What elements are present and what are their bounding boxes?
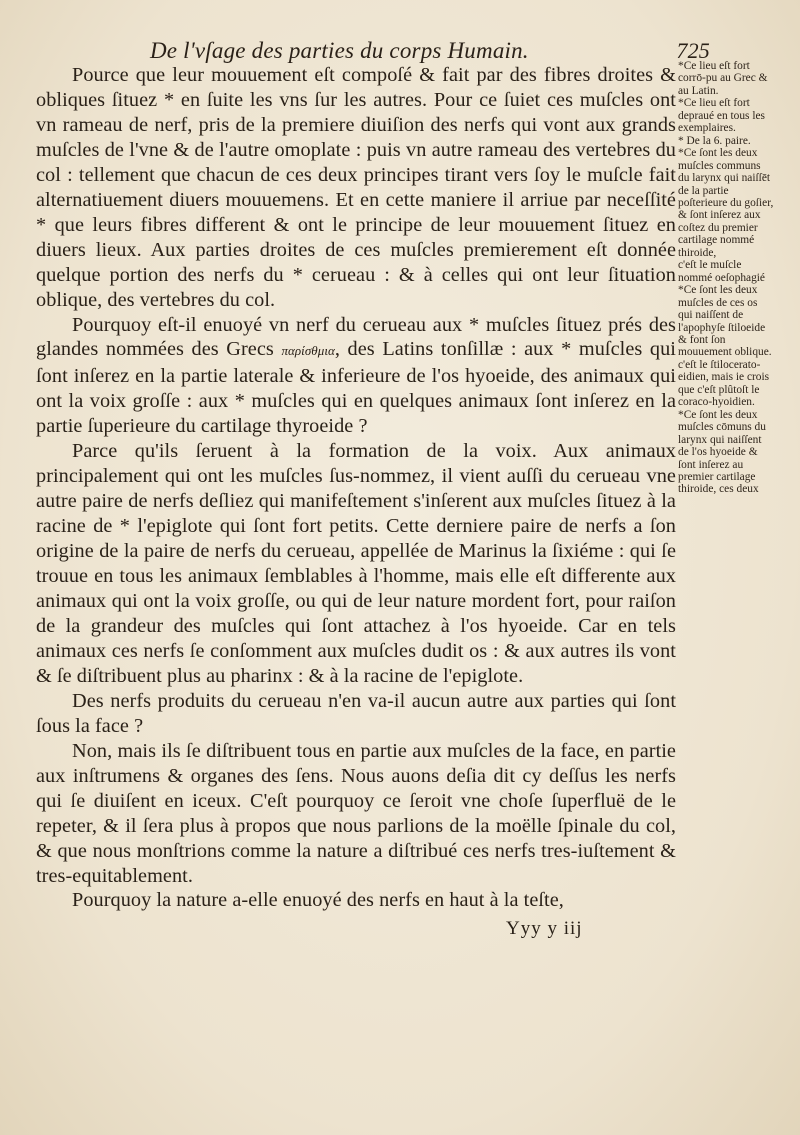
paragraph-6: Pourquoy la nature a-elle enuoyé des nerfs en haut à la teſte, — [72, 889, 564, 912]
signature-mark: Yyy y iij — [506, 918, 583, 940]
margin-note: *Ce ſont les deux muſcles communs du larynx qui naiſſēt de la partie poſterieure du goſier, & ſont inſerez aux coſtez du premier cartilage nommé thiroide, — [678, 147, 774, 259]
margin-note: *Ce ſont les deux muſcles cōmuns du larynx qui naiſſent de l'os hyoeide & ſont inſerez au premier cartilage thiroide, ces deux — [678, 408, 766, 496]
margin-note: * De la 6. paire. — [678, 134, 751, 147]
running-title: De l'vſage des parties du corps Humain. — [150, 38, 529, 63]
margin-note: c'eſt le muſcle nommé oeſophagié — [678, 259, 765, 284]
paragraph-2 — [36, 313, 676, 440]
paragraph-2-text-a: Pourquoy eſt-il enuoyé vn nerf du cerueau aux * muſcles ſituez prés des glandes nommées des Grecs — [36, 313, 676, 361]
paragraph-5: Non, mais ils ſe diſtribuent tous en partie aux muſcles de la face, en partie aux inſtrumens & organes des ſens. Nous auons deſia dit cy deſſus les nerfs qui ſe diuiſent en iceux. C'eſt pourquoy ce ſeroit vne choſe ſuperfluë de le repeter, & il ſera plus à propos que nous parlions de la moëlle ſpinale du col, & que nous monſtrions comme la nature a diſtribué ces nerfs tres-iuſtement & tres-equitablement. — [36, 739, 676, 887]
running-header — [150, 38, 710, 64]
paragraph-1: Pource que leur mouuement eſt compoſé & fait par des fibres droites & obliques ſituez * en ſuite les vns ſur les autres. Pour ce ſuiet ces muſcles ont vn rameau de nerf, pris de la premiere diuiſion des nerfs qui vont aux grands muſcles de l'vne & de l'autre omoplate : puis vn autre rameau des vertebres du col : tellement que chacun de ces deux principes tirant vers ſoy le muſcle fait alternatiuement diuers mouuemens. Et en cette maniere il arriue par neceſſité * que leurs fibres different & ont le principe de leur mouuement ſituez en diuers lieux. Aux parties droites de ces muſcles premierement eſt donnée quelque portion des nerfs du * cerueau : & à celles qui ont leur ſituation oblique, des vertebres du col. — [36, 64, 676, 311]
margin-notes — [678, 60, 774, 496]
paragraph-3: Parce qu'ils ſeruent à la formation de la voix. Aux animaux principalement qui ont les muſcles ſus-nommez, il vient auſſi du cerueau vne autre paire de nerfs deſliez qui manifeſtement s'inſerent aux muſcles ſituez à la racine de * l'epiglote qui ſont fort petits. Cette derniere paire de nerfs a ſon origine de la paire de nerfs du cerueau, appellée de Marinus la ſixiéme : qui ſe trouue en tous les animaux ſemblables à l'homme, mais elle eſt differente aux animaux qui ont la voix groſſe, ou qui de leur nature mordent fort, pour raiſon de la grandeur des muſcles qui ſont attachez à l'os hyoeide. Car en tels animaux ces nerfs ſe conſomment aux muſcles dudit os : & aux autres ils vont & ſe diſtribuent plus au pharinx : & à la racine de l'epiglote. — [36, 440, 676, 687]
greek-word: παρίσθμια — [281, 343, 335, 359]
margin-note: *Ce lieu eſt fort depraué en tous les exemplaires. — [678, 97, 765, 135]
page-number: 725 — [676, 38, 710, 63]
main-text — [36, 63, 676, 942]
margin-note: *Ce lieu eſt fort corrō-pu au Grec & au Latin. — [678, 60, 768, 97]
margin-note: *Ce ſont les deux muſcles de ces os qui naiſſent de l'apophyſe ſtiloeide & font ſon mouuement oblique. — [678, 284, 772, 359]
paragraph-2-text-b: , des Latins tonſillæ : aux * muſcles qui ſont inſerez en la partie laterale & inferieure de l'os hyoeide, des animaux qui ont la voix groſſe : aux * muſcles qui en quelques animaux ſont inſerez en la partie ſuperieure du cartilage thyroeide ? — [36, 338, 676, 438]
margin-note: c'eſt le ſtilocerato-eidien, mais ie crois que c'eſt plûtoſt le coraco-hyoidien. — [678, 358, 770, 409]
paragraph-4: Des nerfs produits du cerueau n'en va-il aucun autre aux parties qui ſont ſous la face ? — [36, 689, 676, 737]
